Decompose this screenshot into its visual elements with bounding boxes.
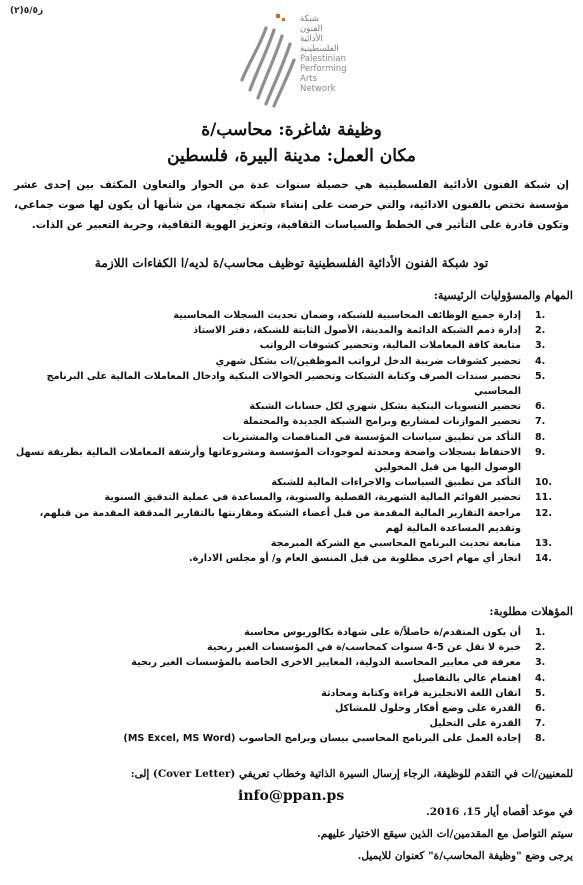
contact-email-link[interactable]: info@ppan.ps: [238, 788, 345, 804]
item-text: الاحتفاظ بسجلات واضحة ومحدثة لموجودات المؤسسة ومشروعاتها وأرشفة المعاملات المالية بطريقة تسهل الوصول اليها من قبل المخولين: [15, 446, 521, 474]
item-text: اهتمام عالي بالتفاصيل: [412, 672, 521, 684]
item-text: التأكد من تطبيق سياسات المؤسسة في المناقصات والمشتريات: [222, 431, 521, 443]
logo-arabic-line-4: الفلسطينية: [300, 44, 339, 54]
logo-arabic-line-1: شبكة: [300, 14, 319, 24]
item-text: متابعة كافة المعاملات المالية، وتحضير كشوفات الرواتب: [259, 340, 521, 352]
item-number: 7.: [535, 718, 546, 730]
list-item: [15, 323, 575, 338]
item-number: 6.: [535, 401, 546, 413]
list-item: [15, 338, 575, 353]
item-text: أن يكون المتقدم/ة حاصلاً/ة على شهادة بكالوريوس محاسبة: [244, 627, 521, 638]
deadline-text: في موعد أقصاه أيار 15، 2016.: [426, 806, 573, 818]
list-item: [15, 551, 575, 566]
item-text: اتقان اللغة الانجليزية قراءة وكتابة ومحادثة: [321, 687, 521, 699]
ppan-logo: [236, 4, 356, 114]
duties-list: [15, 308, 575, 566]
item-text: إدارة ذمم الشبكة الدائمة والمدينة، الأصول الثابتة للشبكة، دفتر الاستاذ: [193, 325, 521, 337]
ppan-logo-mark-icon: [236, 10, 298, 110]
item-number: 11.: [535, 492, 552, 504]
item-number: 3.: [535, 340, 546, 352]
item-text: إدارة جميع الوظائف المحاسبية للشبكة، وضمان تحديث السجلات المحاسبية: [173, 310, 521, 321]
list-item: [15, 671, 575, 686]
list-item: [15, 490, 575, 505]
item-text: معرفة في معايير المحاسبة الدولية، المعايير الاخرى الخاصة بالمؤسسات الغير ربحية: [131, 657, 521, 669]
item-number: 6.: [535, 703, 546, 715]
item-number: 1.: [535, 310, 546, 321]
item-text: تحضير التسويات البنكية بشكل شهري لكل حسابات الشبكة: [249, 401, 521, 413]
application-instructions: للمعنيين/ات في التقدم للوظيفة، الرجاء إرسال السيرة الذاتية وخطاب تعريفي (Cover Letter) إلى:: [130, 768, 573, 780]
list-item: [15, 308, 575, 323]
item-text: انجاز أي مهام اخرى مطلوبة من قبل المنسق العام و/ أو مجلس الادارة.: [188, 553, 521, 565]
item-text: خبرة لا تقل عن 5-4 سنوات كمحاسب/ة في المؤسسات الغير ربحية: [207, 642, 521, 654]
list-item: [15, 445, 575, 475]
item-text: إجادة العمل على البرنامج المحاسبي بيسان وبرامج الحاسوب (MS Excel, MS Word): [123, 733, 521, 745]
job-title: وظيفة شاغرة: محاسب/ة: [201, 120, 382, 140]
logo-english-line-1: Palestinian: [300, 54, 347, 64]
item-number: 2.: [535, 325, 546, 337]
item-number: 8.: [535, 431, 546, 443]
logo-english-line-3: Arts: [300, 74, 318, 84]
contact-notice: سيتم التواصل مع المقدمين/ات الذين سيقع الاختيار عليهم.: [317, 828, 573, 840]
item-number: 1.: [535, 627, 546, 638]
page-reference: ز٥/٥(٢): [10, 6, 44, 16]
list-item: [15, 731, 575, 746]
list-item: [15, 716, 575, 731]
list-item: [15, 430, 575, 445]
list-item: [15, 506, 575, 536]
list-item: [15, 686, 575, 701]
list-item: [15, 536, 575, 551]
item-number: 13.: [535, 538, 552, 550]
item-number: 9.: [535, 446, 546, 458]
item-text: تحضير كشوفات ضريبة الدخل لرواتب الموظفين/ات بشكل شهري: [215, 355, 521, 367]
item-number: 8.: [535, 733, 546, 745]
duties-heading: المهام والمسؤوليات الرئيسية:: [433, 288, 573, 302]
item-number: 2.: [535, 642, 546, 654]
item-text: تحضير الموازنات لمشاريع وبرامج الشبكة الجديدة والمحتملة: [242, 416, 521, 428]
item-number: 5.: [535, 370, 546, 382]
item-text: التأكد من تطبيق السياسات والاجراءات المالية للشبكة: [271, 477, 521, 489]
item-text: مراجعة التقارير المالية المقدمة من قبل أعضاء الشبكة ومقارنتها بالتقارير المدققة المقدمة من قبلهم، وتقديم المساعدة المالية لهم: [39, 507, 521, 534]
item-number: 7.: [535, 416, 546, 428]
item-text: متابعة تحديث البرنامج المحاسبي مع الشركة المبرمجة: [270, 538, 521, 550]
list-item: [15, 640, 575, 655]
item-number: 3.: [535, 657, 546, 669]
item-text: تحضير القوائم المالية الشهرية، الفصلية والسنوية، والمساعدة في عملية التدقيق السنوية: [104, 492, 521, 504]
list-item: [15, 625, 575, 640]
list-item: [15, 399, 575, 414]
list-item: [15, 369, 575, 399]
logo-english-line-4: Network: [300, 84, 336, 94]
item-text: القدرة على التحليل: [429, 718, 521, 730]
hiring-statement: تود شبكة الفنون الأدائية الفلسطينية توظيف محاسب/ة لديه/ا الكفاءات اللازمة: [94, 256, 489, 270]
qualifications-list: [15, 625, 575, 747]
intro-paragraph: إن شبكة الفنون الأدائية الفلسطينية هي حصيلة سنوات عدة من الحوار والتعاون المكثف بين إحدى عشر مؤسسة تختص بالفنون الادائية، والتي حرصت على إنشاء شبكة تجمعها، من شأنها أن يكون لها صوت جماعي، وتكون قادرة على التأثير في الخطط والسياسات الثقافية، وتعزيز الهوية الثقافية، وحرية التعبير عن الذات.: [14, 179, 569, 231]
item-text: القدرة على وضع أفكار وحلول للمشاكل: [334, 703, 521, 715]
logo-english-line-2: Performing: [300, 64, 347, 74]
logo-arabic-line-2: الفنون: [300, 24, 323, 34]
list-item: [15, 354, 575, 369]
work-location: مكان العمل: مدينة البيرة، فلسطين: [167, 146, 416, 166]
item-number: 12.: [535, 507, 552, 519]
qualifications-heading: المؤهلات مطلوبة:: [489, 604, 573, 618]
list-item: [15, 701, 575, 716]
item-number: 4.: [535, 355, 546, 367]
list-item: [15, 475, 575, 490]
item-number: 10.: [535, 477, 552, 489]
list-item: [15, 655, 575, 670]
list-item: [15, 414, 575, 429]
item-number: 14.: [535, 553, 552, 565]
logo-arabic-line-3: الأدائية: [300, 34, 323, 44]
item-number: 5.: [535, 687, 546, 699]
item-text: تحضير سندات الصرف وكتابة الشيكات وتحضير الحوالات البنكية وادخال المعاملات المالية على البرنامج المحاسبي: [46, 370, 521, 398]
email-subject-note: يرجى وضع "وظيفة المحاسب/ة" كعنوان للايميل.: [357, 850, 573, 862]
item-number: 4.: [535, 672, 546, 684]
